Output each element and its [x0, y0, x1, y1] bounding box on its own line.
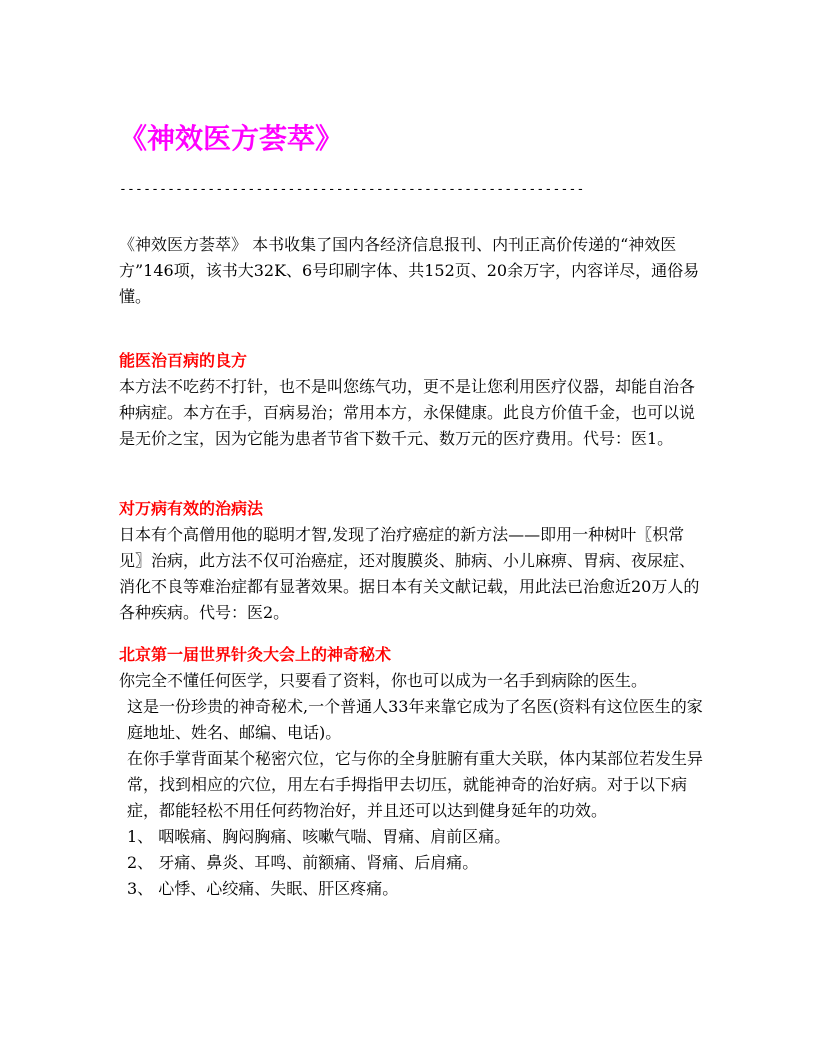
section-body: 本方法不吃药不打针，也不是叫您练气功，更不是让您利用医疗仪器，却能自治各种病症。本方在手，百病易治；常用本方，永保健康。此良方价值千金，也可以说是无价之宝，因为它能为患者节省下数千元、数万元的医疗费用。代号：医1。	[119, 377, 696, 448]
section-universal-cure	[119, 496, 704, 626]
section-body: 日本有个高僧用他的聪明才智,发现了治疗癌症的新方法——即用一种树叶〖枳常见〗治病，此方法不仅可治癌症，还对腹膜炎、肺病、小儿麻痹、胃病、夜尿症、消化不良等难治症都有显著效果。据日本有关文献记载，用此法已治愈近20万人的各种疾病。代号：医2。	[119, 525, 700, 622]
symptom-list	[119, 824, 704, 902]
list-item: 1、 咽喉痛、胸闷胸痛、咳嗽气喘、胃痛、肩前区痛。	[127, 827, 511, 846]
section-heading: 能医治百病的良方	[119, 351, 248, 370]
section-paragraph: 你完全不懂任何医学，只要看了资料，你也可以成为一名手到病除的医生。	[119, 671, 648, 690]
intro-paragraph: 《神效医方荟萃》 本书收集了国内各经济信息报刊、内刊正高价传递的“神效医方”146项，该书大32K、6号印刷字体、共152页、20余万字，内容详尽，通俗易懂。	[119, 235, 700, 306]
section-heading: 对万病有效的治病法	[119, 499, 264, 518]
section-paragraph: 在你手掌背面某个秘密穴位，它与你的全身脏腑有重大关联，体内某部位若发生异常，找到相应的穴位，用左右手拇指甲去切压，就能神奇的治好病。对于以下病症，都能轻松不用任何药物治好，并且还可以达到健身延年的功效。	[127, 749, 704, 820]
section-panacea	[119, 348, 704, 452]
document-title: 《神效医方荟萃》	[119, 122, 344, 155]
section-paragraph: 这是一份珍贵的神奇秘术,一个普通人33年来靠它成为了名医(资料有这位医生的家庭地址、姓名、邮编、电话)。	[127, 697, 703, 742]
section-heading: 北京第一届世界针灸大会上的神奇秘术	[119, 645, 392, 664]
divider-line: ----------------------------------------------------------	[119, 182, 585, 197]
list-item: 3、 心悸、心绞痛、失眠、肝区疼痛。	[127, 879, 399, 898]
section-acupuncture-secret	[119, 642, 704, 902]
list-item: 2、 牙痛、鼻炎、耳鸣、前额痛、肾痛、后肩痛。	[127, 853, 479, 872]
